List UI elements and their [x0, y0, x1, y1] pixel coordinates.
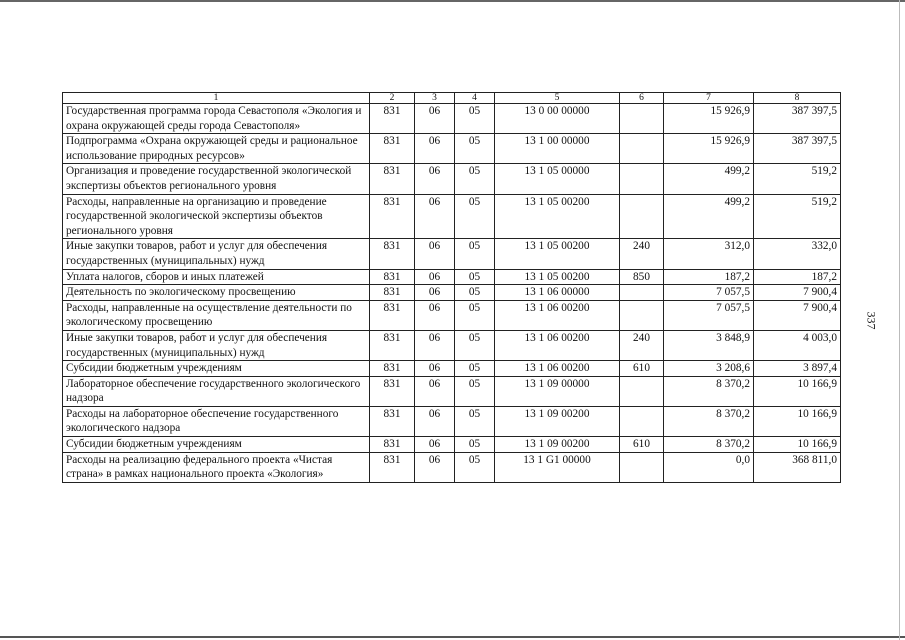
row-amount-2019-cell: 15 926,9: [664, 134, 754, 164]
row-target-article-cell: 13 1 06 00000: [495, 285, 620, 301]
row-section-cell: 06: [415, 269, 455, 285]
row-target-article-cell: 13 1 05 00200: [495, 194, 620, 239]
row-amount-2019-cell: 15 926,9: [664, 104, 754, 134]
row-amount-2020-cell: 7 900,4: [754, 285, 841, 301]
row-chapter-cell: 831: [370, 361, 415, 377]
row-section-cell: 06: [415, 285, 455, 301]
row-chapter-cell: 831: [370, 104, 415, 134]
row-amount-2020-cell: 10 166,9: [754, 376, 841, 406]
header-cell-5: 5: [495, 93, 620, 104]
row-section-cell: 06: [415, 452, 455, 482]
row-subsection-cell: 05: [455, 269, 495, 285]
row-chapter-cell: 831: [370, 452, 415, 482]
header-cell-3: 3: [415, 93, 455, 104]
header-cell-4: 4: [455, 93, 495, 104]
budget-table: [62, 92, 841, 483]
row-target-article-cell: 13 1 06 00200: [495, 300, 620, 330]
row-subsection-cell: 05: [455, 361, 495, 377]
row-target-article-cell: 13 1 06 00200: [495, 361, 620, 377]
row-target-article-cell: 13 0 00 00000: [495, 104, 620, 134]
table-row: [63, 134, 841, 164]
row-amount-2019-cell: 3 848,9: [664, 330, 754, 360]
table-row: [63, 437, 841, 453]
row-section-cell: 06: [415, 376, 455, 406]
row-chapter-cell: 831: [370, 194, 415, 239]
row-subsection-cell: 05: [455, 437, 495, 453]
row-subsection-cell: 05: [455, 134, 495, 164]
header-cell-1: 1: [63, 93, 370, 104]
row-subsection-cell: 05: [455, 406, 495, 436]
row-expense-type-cell: [620, 452, 664, 482]
table-row: [63, 239, 841, 269]
header-cell-6: 6: [620, 93, 664, 104]
row-target-article-cell: 13 1 09 00200: [495, 437, 620, 453]
row-expense-type-cell: [620, 164, 664, 194]
row-chapter-cell: 831: [370, 330, 415, 360]
row-amount-2019-cell: 187,2: [664, 269, 754, 285]
row-name-cell: Расходы на реализацию федерального проекта «Чистая страна» в рамках национального проекта «Экология»: [63, 452, 370, 482]
row-amount-2020-cell: 519,2: [754, 194, 841, 239]
page-number: 337: [864, 311, 879, 330]
row-amount-2020-cell: 519,2: [754, 164, 841, 194]
table-row: [63, 452, 841, 482]
table-row: [63, 406, 841, 436]
row-expense-type-cell: [620, 194, 664, 239]
table-row: [63, 194, 841, 239]
table-header-row: [63, 93, 841, 104]
row-chapter-cell: 831: [370, 164, 415, 194]
row-name-cell: Расходы, направленные на осуществление деятельности по экологическому просвещению: [63, 300, 370, 330]
row-target-article-cell: 13 1 09 00000: [495, 376, 620, 406]
row-expense-type-cell: 610: [620, 361, 664, 377]
row-section-cell: 06: [415, 406, 455, 436]
row-subsection-cell: 05: [455, 300, 495, 330]
row-chapter-cell: 831: [370, 285, 415, 301]
row-amount-2019-cell: 7 057,5: [664, 285, 754, 301]
row-amount-2020-cell: 7 900,4: [754, 300, 841, 330]
header-cell-7: 7: [664, 93, 754, 104]
header-cell-8: 8: [754, 93, 841, 104]
row-chapter-cell: 831: [370, 269, 415, 285]
row-expense-type-cell: 240: [620, 239, 664, 269]
row-expense-type-cell: 610: [620, 437, 664, 453]
row-name-cell: Уплата налогов, сборов и иных платежей: [63, 269, 370, 285]
row-name-cell: Организация и проведение государственной экологической экспертизы объектов регионального уровня: [63, 164, 370, 194]
table-body: [63, 104, 841, 483]
row-subsection-cell: 05: [455, 285, 495, 301]
table-row: [63, 285, 841, 301]
row-target-article-cell: 13 1 09 00200: [495, 406, 620, 436]
table-row: [63, 104, 841, 134]
row-name-cell: Иные закупки товаров, работ и услуг для обеспечения государственных (муниципальных) нужд: [63, 239, 370, 269]
row-chapter-cell: 831: [370, 406, 415, 436]
row-target-article-cell: 13 1 05 00200: [495, 239, 620, 269]
row-expense-type-cell: [620, 104, 664, 134]
row-amount-2019-cell: 3 208,6: [664, 361, 754, 377]
row-subsection-cell: 05: [455, 452, 495, 482]
row-subsection-cell: 05: [455, 164, 495, 194]
row-amount-2019-cell: 499,2: [664, 194, 754, 239]
row-section-cell: 06: [415, 239, 455, 269]
table-row: [63, 300, 841, 330]
row-chapter-cell: 831: [370, 376, 415, 406]
row-amount-2019-cell: 312,0: [664, 239, 754, 269]
row-expense-type-cell: [620, 406, 664, 436]
row-expense-type-cell: [620, 300, 664, 330]
row-section-cell: 06: [415, 164, 455, 194]
scan-border-top: [0, 0, 905, 2]
row-amount-2019-cell: 8 370,2: [664, 437, 754, 453]
row-name-cell: Субсидии бюджетным учреждениям: [63, 361, 370, 377]
row-amount-2020-cell: 332,0: [754, 239, 841, 269]
row-name-cell: Лабораторное обеспечение государственного экологического надзора: [63, 376, 370, 406]
row-subsection-cell: 05: [455, 376, 495, 406]
row-amount-2020-cell: 387 397,5: [754, 134, 841, 164]
row-target-article-cell: 13 1 05 00200: [495, 269, 620, 285]
row-name-cell: Расходы на лабораторное обеспечение государственного экологического надзора: [63, 406, 370, 436]
row-amount-2020-cell: 387 397,5: [754, 104, 841, 134]
row-name-cell: Иные закупки товаров, работ и услуг для обеспечения государственных (муниципальных) нужд: [63, 330, 370, 360]
row-amount-2020-cell: 10 166,9: [754, 437, 841, 453]
row-name-cell: Деятельность по экологическому просвещению: [63, 285, 370, 301]
row-expense-type-cell: 850: [620, 269, 664, 285]
row-amount-2019-cell: 499,2: [664, 164, 754, 194]
row-subsection-cell: 05: [455, 194, 495, 239]
row-expense-type-cell: [620, 285, 664, 301]
row-expense-type-cell: 240: [620, 330, 664, 360]
row-section-cell: 06: [415, 437, 455, 453]
row-chapter-cell: 831: [370, 437, 415, 453]
row-section-cell: 06: [415, 104, 455, 134]
row-chapter-cell: 831: [370, 239, 415, 269]
row-amount-2020-cell: 4 003,0: [754, 330, 841, 360]
row-subsection-cell: 05: [455, 330, 495, 360]
row-section-cell: 06: [415, 361, 455, 377]
table-row: [63, 376, 841, 406]
row-target-article-cell: 13 1 G1 00000: [495, 452, 620, 482]
row-chapter-cell: 831: [370, 300, 415, 330]
scan-border-bottom: [0, 636, 905, 638]
table-row: [63, 361, 841, 377]
row-section-cell: 06: [415, 330, 455, 360]
row-amount-2020-cell: 187,2: [754, 269, 841, 285]
table-row: [63, 164, 841, 194]
scan-border-right: [899, 0, 900, 640]
row-target-article-cell: 13 1 05 00000: [495, 164, 620, 194]
row-amount-2019-cell: 8 370,2: [664, 376, 754, 406]
row-section-cell: 06: [415, 194, 455, 239]
row-subsection-cell: 05: [455, 239, 495, 269]
row-target-article-cell: 13 1 00 00000: [495, 134, 620, 164]
row-subsection-cell: 05: [455, 104, 495, 134]
table-row: [63, 330, 841, 360]
row-section-cell: 06: [415, 300, 455, 330]
row-target-article-cell: 13 1 06 00200: [495, 330, 620, 360]
row-amount-2020-cell: 3 897,4: [754, 361, 841, 377]
row-amount-2019-cell: 7 057,5: [664, 300, 754, 330]
header-cell-2: 2: [370, 93, 415, 104]
row-name-cell: Государственная программа города Севастополя «Экология и охрана окружающей среды города Севастополя»: [63, 104, 370, 134]
row-name-cell: Подпрограмма «Охрана окружающей среды и рациональное использование природных ресурсов»: [63, 134, 370, 164]
row-name-cell: Субсидии бюджетным учреждениям: [63, 437, 370, 453]
row-expense-type-cell: [620, 134, 664, 164]
row-expense-type-cell: [620, 376, 664, 406]
row-amount-2020-cell: 10 166,9: [754, 406, 841, 436]
row-name-cell: Расходы, направленные на организацию и проведение государственной экологической экспертизы объектов регионального уровня: [63, 194, 370, 239]
row-amount-2019-cell: 0,0: [664, 452, 754, 482]
row-chapter-cell: 831: [370, 134, 415, 164]
table-row: [63, 269, 841, 285]
row-section-cell: 06: [415, 134, 455, 164]
row-amount-2019-cell: 8 370,2: [664, 406, 754, 436]
row-amount-2020-cell: 368 811,0: [754, 452, 841, 482]
